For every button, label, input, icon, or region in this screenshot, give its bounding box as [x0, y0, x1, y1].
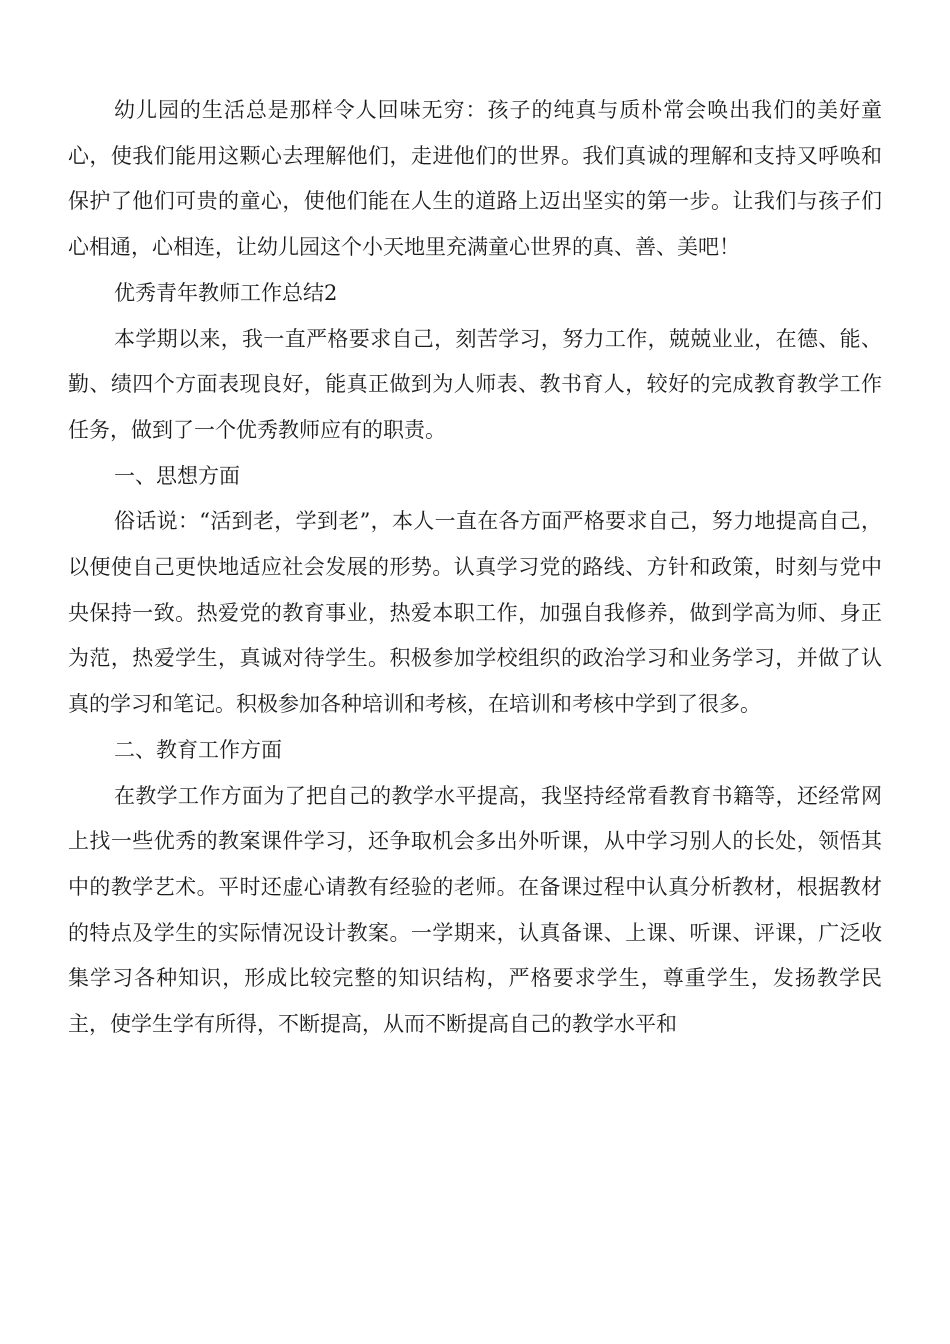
paragraph-ideology: 俗话说：“活到老，学到老”，本人一直在各方面严格要求自己，努力地提高自己，以便使自己更快地适应社会发展的形势。认真学习党的路线、方针和政策，时刻与党中央保持一致。热爱党的教育事业，热爱本职工作，加强自我修养，做到学高为师、身正为范，热爱学生，真诚对待学生。积极参加学校组织的政治学习和业务学习，并做了认真的学习和笔记。积极参加各种培训和考核，在培训和考核中学到了很多。 — [68, 509, 882, 717]
paragraph-semester-intro: 本学期以来，我一直严格要求自己，刻苦学习，努力工作，兢兢业业，在德、能、勤、绩四个方面表现良好，能真正做到为人师表、教书育人，较好的完成教育教学工作任务，做到了一个优秀教师应有的职责。 — [68, 326, 882, 442]
document-page — [68, 88, 882, 1048]
paragraph-kindergarten-life: 幼儿园的生活总是那样令人回味无穷：孩子的纯真与质朴常会唤出我们的美好童心，使我们能用这颗心去理解他们，走进他们的世界。我们真诚的理解和支持又呼唤和保护了他们可贵的童心，使他们能在人生的道路上迈出坚实的第一步。让我们与孩子们心相通，心相连，让幼儿园这个小天地里充满童心世界的真、善、美吧！ — [68, 98, 882, 260]
heading-education-work: 二、教育工作方面 — [114, 737, 282, 762]
heading-ideology: 一、思想方面 — [114, 463, 240, 488]
section-title-summary-2: 优秀青年教师工作总结2 — [114, 280, 338, 305]
paragraph-education-work: 在教学工作方面为了把自己的教学水平提高，我坚持经常看教育书籍等，还经常网上找一些优秀的教案课件学习，还争取机会多出外听课，从中学习别人的长处，领悟其中的教学艺术。平时还虚心请教有经验的老师。在备课过程中认真分析教材，根据教材的特点及学生的实际情况设计教案。一学期来，认真备课、上课、听课、评课，广泛收集学习各种知识，形成比较完整的知识结构，严格要求学生，尊重学生，发扬教学民主，使学生学有所得，不断提高，从而不断提高自己的教学水平和 — [68, 783, 882, 1037]
